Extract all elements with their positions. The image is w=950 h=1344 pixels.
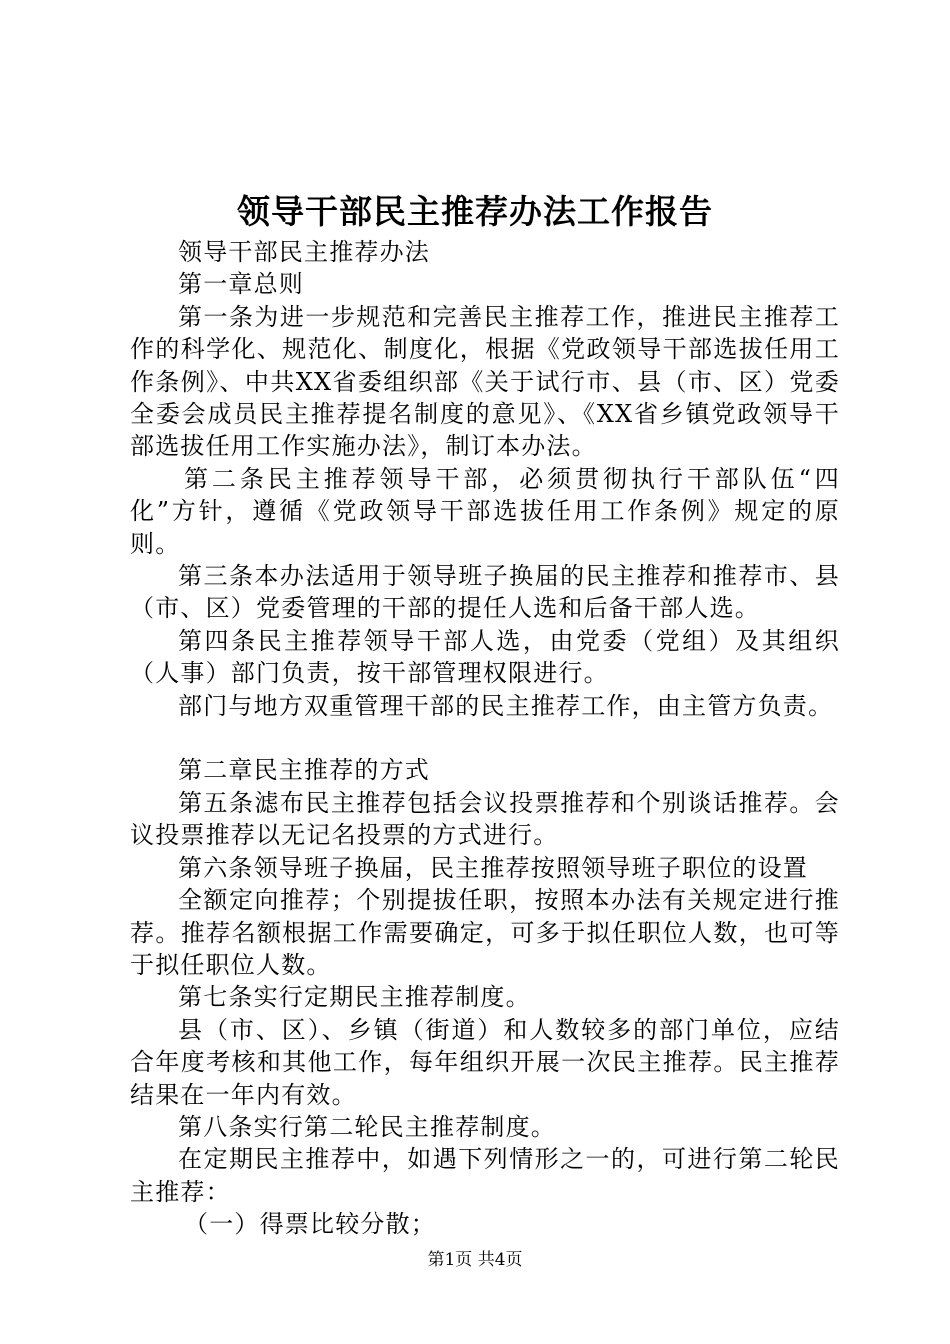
article-8-continued: 在定期民主推荐中，如遇下列情形之一的，可进行第二轮民主推荐： bbox=[130, 1145, 840, 1206]
document-body bbox=[130, 236, 840, 1241]
chapter-heading-2: 第二章民主推荐的方式 bbox=[178, 756, 430, 785]
article-1: 第一条为进一步规范和完善民主推荐工作，推进民主推荐工作的科学化、规范化、制度化，根据《党政领导干部选拔任用工作条例》、中共XX省委组织部《关于试行市、县（市、区）党委全委会成员民主推荐提名制度的意见》、《XX省乡镇党政领导干部选拔任用工作实施办法》，制订本办法。 bbox=[130, 302, 840, 461]
article-7-continued: 县（市、区）、乡镇（街道）和人数较多的部门单位，应结合年度考核和其他工作，每年组织开展一次民主推荐。民主推荐结果在一年内有效。 bbox=[130, 1015, 840, 1109]
article-2: 第二条民主推荐领导干部，必须贯彻执行干部队伍“四化”方针，遵循《党政领导干部选拔任用工作条例》规定的原则。 bbox=[130, 464, 840, 558]
article-3: 第三条本办法适用于领导班子换届的民主推荐和推荐市、县（市、区）党委管理的干部的提任人选和后备干部人选。 bbox=[130, 562, 840, 623]
article-4-continued: 部门与地方双重管理干部的民主推荐工作，由主管方负责。 bbox=[178, 691, 834, 720]
paragraph-subtitle: 领导干部民主推荐办法 bbox=[178, 238, 430, 266]
article-4: 第四条民主推荐领导干部人选，由党委（党组）及其组织（人事）部门负责，按干部管理权限进行。 bbox=[130, 626, 840, 688]
article-7: 第七条实行定期民主推荐制度。 bbox=[178, 983, 531, 1012]
article-6: 第六条领导班子换届，民主推荐按照领导班子职位的设置 bbox=[178, 853, 808, 882]
chapter-heading-1: 第一章总则 bbox=[178, 270, 304, 299]
article-5: 第五条滤布民主推荐包括会议投票推荐和个别谈话推荐。会议投票推荐以无记名投票的方式进行。 bbox=[130, 788, 840, 850]
article-8: 第八条实行第二轮民主推荐制度。 bbox=[178, 1112, 556, 1141]
list-item-1: （一）得票比较分散； bbox=[184, 1210, 436, 1239]
document-title: 领导干部民主推荐办法工作报告 bbox=[237, 192, 713, 231]
page-footer: 第1页 共4页 bbox=[427, 1250, 523, 1270]
article-6-continued: 全额定向推荐；个别提拔任职，按照本办法有关规定进行推荐。推荐名额根据工作需要确定，可多于拟任职位人数，也可等于拟任职位人数。 bbox=[130, 886, 840, 979]
